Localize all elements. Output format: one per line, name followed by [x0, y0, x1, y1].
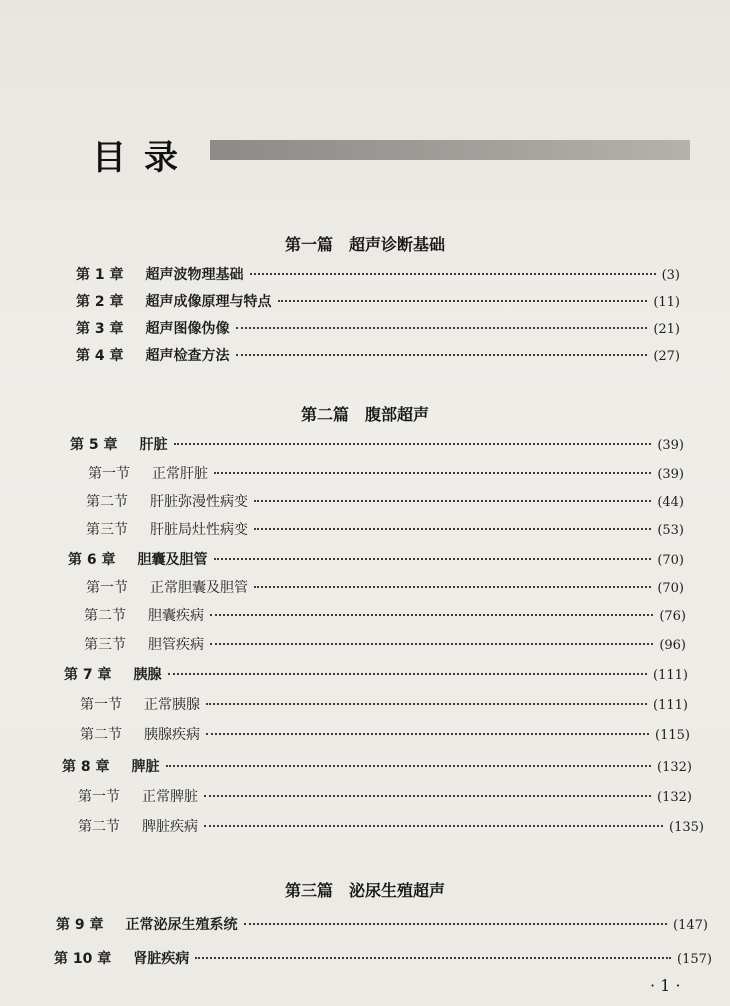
dot-leader [204, 795, 651, 797]
entry-page: (115) [655, 728, 690, 743]
entry-title: 胆管疾病 [148, 637, 204, 653]
entry-title: 肝脏弥漫性病变 [150, 494, 248, 510]
entry-number: 第 5 章 [70, 437, 118, 453]
entry-number: 第 4 章 [76, 348, 124, 364]
part-label: 第一篇 [284, 235, 333, 254]
entry-title: 超声检查方法 [145, 348, 230, 364]
dot-leader [254, 528, 651, 530]
entry-title: 正常胰腺 [144, 697, 200, 713]
entry-title: 超声图像伪像 [145, 321, 230, 337]
entry-number: 第 1 章 [76, 267, 124, 283]
toc-entry[interactable] [86, 577, 684, 597]
entry-title: 脾脏疾病 [142, 819, 198, 835]
entry-number: 第 9 章 [56, 917, 104, 933]
entry-number: 第二节 [80, 727, 122, 743]
entry-title: 胆囊及胆管 [137, 552, 208, 568]
toc-entry[interactable] [76, 264, 680, 284]
entry-title: 肾脏疾病 [133, 951, 190, 967]
entry-number: 第三节 [86, 522, 128, 538]
entry-number: 第二节 [86, 494, 128, 510]
dot-leader [236, 354, 648, 356]
entry-title: 正常脾脏 [142, 789, 198, 805]
entry-number: 第二节 [78, 819, 120, 835]
entry-page: (96) [659, 638, 686, 653]
entry-number: 第三节 [84, 637, 126, 653]
entry-number: 第一节 [88, 466, 130, 482]
part-label: 第二篇 [300, 405, 349, 424]
entry-page: (147) [673, 918, 708, 933]
entry-page: (39) [657, 438, 684, 453]
dot-leader [254, 586, 651, 588]
entry-number: 第一节 [80, 697, 122, 713]
toc-entry[interactable] [84, 605, 686, 625]
dot-leader [278, 300, 648, 302]
toc-entry[interactable] [80, 724, 690, 744]
entry-page: (76) [659, 609, 686, 624]
toc-entry[interactable] [80, 694, 688, 714]
dot-leader [168, 673, 648, 675]
part-heading-2 [0, 402, 730, 425]
entry-page: (135) [669, 820, 704, 835]
toc-entry[interactable] [76, 291, 680, 311]
toc-entry[interactable] [76, 345, 680, 365]
toc-entry[interactable] [70, 434, 684, 454]
toc-entry[interactable] [68, 549, 684, 569]
entry-title: 肝脏局灶性病变 [150, 522, 248, 538]
entry-title: 正常肝脏 [152, 466, 208, 482]
dot-leader [210, 614, 653, 616]
part-heading-3 [0, 878, 730, 901]
dot-leader [204, 825, 663, 827]
toc-entry[interactable] [78, 816, 704, 836]
entry-page: (132) [657, 760, 692, 775]
toc-entry[interactable] [84, 634, 686, 654]
entry-title: 超声波物理基础 [145, 267, 244, 283]
toc-entry[interactable] [64, 664, 688, 684]
entry-page: (53) [657, 523, 684, 538]
entry-number: 第一节 [86, 580, 128, 596]
toc-entry[interactable] [86, 519, 684, 539]
entry-page: (3) [661, 268, 680, 283]
entry-title: 正常泌尿生殖系统 [125, 917, 238, 933]
entry-page: (44) [657, 495, 684, 510]
entry-title: 脾脏 [131, 759, 160, 775]
dot-leader [174, 443, 652, 445]
title-decorative-bar [210, 140, 690, 160]
entry-title: 胆囊疾病 [148, 608, 204, 624]
entry-page: (132) [657, 790, 692, 805]
toc-entry[interactable] [88, 463, 684, 483]
part-label: 第三篇 [284, 881, 333, 900]
dot-leader [244, 923, 668, 925]
part-heading-1 [0, 232, 730, 255]
part-name: 泌尿生殖超声 [349, 881, 446, 900]
toc-entry[interactable] [62, 756, 692, 776]
entry-page: (70) [657, 553, 684, 568]
entry-title: 正常胆囊及胆管 [150, 580, 248, 596]
toc-entry[interactable] [86, 491, 684, 511]
entry-page: (27) [653, 349, 680, 364]
entry-title: 胰腺疾病 [144, 727, 200, 743]
page-number: · 1 · [650, 976, 681, 995]
entry-page: (21) [653, 322, 680, 337]
entry-title: 超声成像原理与特点 [145, 294, 272, 310]
dot-leader [254, 500, 651, 502]
page-title: 目录 [92, 138, 196, 178]
entry-number: 第 6 章 [68, 552, 116, 568]
dot-leader [206, 733, 649, 735]
entry-number: 第 8 章 [62, 759, 110, 775]
entry-number: 第 2 章 [76, 294, 124, 310]
entry-number: 第 10 章 [54, 951, 112, 967]
dot-leader [250, 273, 656, 275]
entry-number: 第二节 [84, 608, 126, 624]
entry-page: (111) [653, 668, 688, 683]
entry-page: (157) [677, 952, 712, 967]
dot-leader [214, 472, 651, 474]
toc-entry[interactable] [54, 948, 712, 968]
entry-number: 第 7 章 [64, 667, 112, 683]
toc-entry[interactable] [56, 914, 708, 934]
entry-page: (11) [653, 295, 680, 310]
toc-entry[interactable] [78, 786, 692, 806]
dot-leader [166, 765, 652, 767]
entry-page: (70) [657, 581, 684, 596]
dot-leader [210, 643, 653, 645]
entry-number: 第一节 [78, 789, 120, 805]
part-name: 腹部超声 [365, 405, 430, 424]
entry-page: (111) [653, 698, 688, 713]
toc-entry[interactable] [76, 318, 680, 338]
entry-title: 胰腺 [133, 667, 162, 683]
entry-title: 肝脏 [139, 437, 168, 453]
dot-leader [236, 327, 648, 329]
toc-header [92, 130, 692, 178]
dot-leader [195, 957, 671, 959]
entry-page: (39) [657, 467, 684, 482]
dot-leader [206, 703, 647, 705]
entry-number: 第 3 章 [76, 321, 124, 337]
dot-leader [214, 558, 652, 560]
part-name: 超声诊断基础 [349, 235, 446, 254]
